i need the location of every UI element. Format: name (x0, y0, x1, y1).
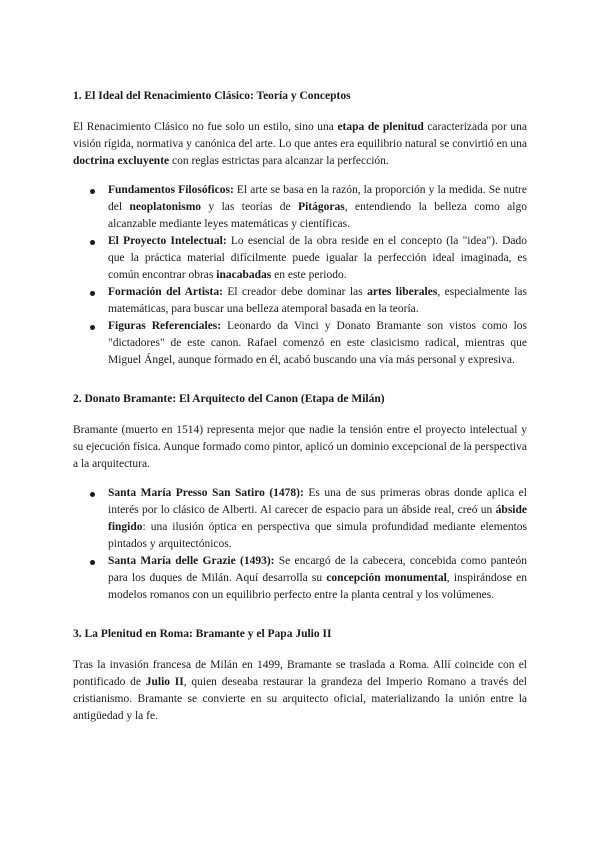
text-run: , inspirándose en modelos romanos con un equilibrio perfecto entre la planta central y los volúmenes. (108, 572, 527, 601)
text-run: Bramante (muerto en 1514) representa mejor que nadie la tensión entre el proyecto intelectual y su ejecución física. Aunque formado como pintor, aplicó un dominio excepcional de la perspectiva a la arquitectura. (73, 424, 527, 470)
bold-term: Santa María Presso San Satiro (1478): (108, 487, 304, 499)
list-item (73, 233, 527, 284)
bold-term: El Proyecto Intelectual: (108, 235, 227, 247)
bold-term: inacabadas (216, 269, 272, 281)
bullet-list (73, 485, 527, 604)
bold-term: Pitágoras (298, 201, 345, 213)
section-heading: 1. El Ideal del Renacimiento Clásico: Teoría y Conceptos (73, 90, 351, 102)
section-paragraph (73, 422, 527, 473)
bold-term: Formación del Artista: (108, 286, 223, 298)
section-3 (73, 626, 527, 725)
section-paragraph (73, 119, 527, 170)
bold-term: etapa de plenitud (337, 121, 424, 133)
list-item (73, 318, 527, 369)
bold-term: doctrina excluyente (73, 155, 170, 167)
text-run: caracterizada por una visión rígida, normativa y canónica del arte. Lo que antes era equilibrio natural se convirtió en una (73, 121, 527, 150)
bold-term: neoplatonismo (129, 201, 202, 213)
text-run: , entendiendo la belleza como algo alcanzable mediante leyes matemáticas y científicas. (108, 201, 527, 230)
section-heading: 2. Donato Bramante: El Arquitecto del Canon (Etapa de Milán) (73, 393, 385, 405)
bullet-icon (90, 291, 95, 296)
list-item (73, 553, 527, 604)
bold-term: artes liberales (367, 286, 438, 298)
bold-term: Figuras Referenciales: (108, 320, 222, 332)
text-run: Es una de sus primeras obras donde aplica el interés por lo clásico de Alberti. Al carecer de espacio para un ábside real, creó un (108, 487, 527, 516)
text-run: El arte se basa en la razón, la proporción y la medida. Se nutre del (108, 184, 527, 213)
text-run: El Renacimiento Clásico no fue solo un estilo, sino una (73, 121, 338, 133)
bold-term: Santa María delle Grazie (1493): (108, 555, 275, 567)
bold-term: Fundamentos Filosóficos: (108, 184, 234, 196)
text-run: Tras la invasión francesa de Milán en 1499, Bramante se traslada a Roma. Allí coincide con el pontificado de (73, 659, 527, 688)
bullet-list (73, 182, 527, 369)
bullet-icon (90, 492, 95, 497)
text-run: Leonardo da Vinci y Donato Bramante son vistos como los "dictadores" de este canon. Rafael comenzó en este clasicismo radical, mientras que Miguel Ángel, aunque formado en él, acabó buscando una vía más personal y expresiva. (108, 320, 527, 366)
list-item (73, 284, 527, 318)
text-run: y las teorías de (201, 201, 299, 213)
bold-term: Julio II (145, 676, 184, 688)
bullet-icon (90, 189, 95, 194)
text-run: , especialmente las matemáticas, para buscar una belleza atemporal basada en la teoría. (108, 286, 527, 315)
text-run: en este periodo. (271, 269, 347, 281)
list-item (73, 182, 527, 233)
section-heading: 3. La Plenitud en Roma: Bramante y el Papa Julio II (73, 628, 332, 640)
text-run: , quien deseaba restaurar la grandeza del Imperio Romano a través del cristianismo. Bramante se convierte en su arquitecto oficial, materializando la unión entre la antigüedad y la fe. (73, 676, 527, 722)
text-run: Lo esencial de la obra reside en el concepto (la "idea"). Dado que la práctica material difícilmente puede igualar la perfección ideal imaginada, es común encontrar obras (108, 235, 527, 281)
bold-term: concepción monumental (326, 572, 447, 584)
bullet-icon (90, 560, 95, 565)
bullet-icon (90, 325, 95, 330)
section-paragraph (73, 657, 527, 725)
text-run: Se encargó de la cabecera, concebida como panteón para los duques de Milán. Aquí desarrolla su (108, 555, 527, 584)
text-run: : una ilusión óptica en perspectiva que simula profundidad mediante elementos pintados y arquitectónicos. (108, 521, 527, 550)
list-item (73, 485, 527, 553)
section-2 (73, 391, 527, 604)
text-run: con reglas estrictas para alcanzar la perfección. (169, 155, 389, 167)
bullet-icon (90, 240, 95, 245)
text-run: El creador debe dominar las (222, 286, 368, 298)
bold-term: ábside fingido (108, 504, 527, 533)
section-1 (73, 88, 527, 369)
